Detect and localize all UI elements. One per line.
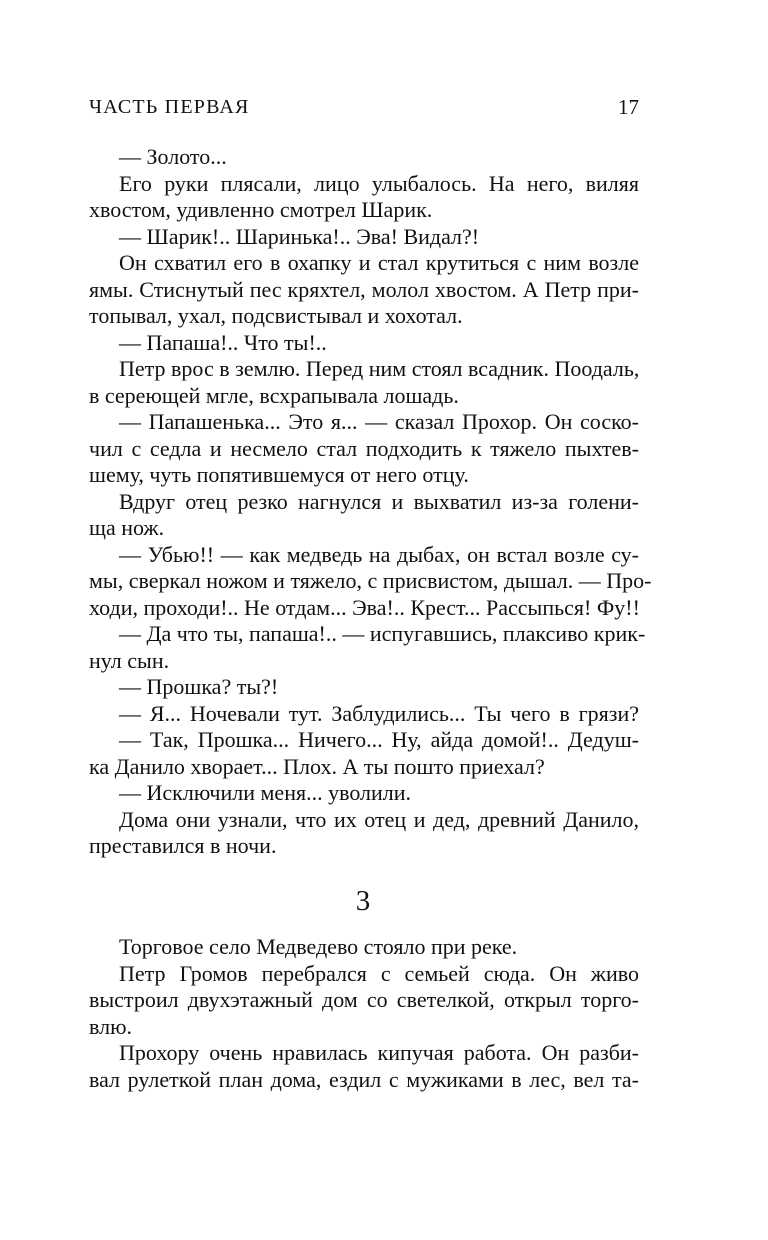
text-line: Прохору очень нравилась кипучая работа. Он разби-: [119, 1040, 639, 1065]
text-line: — Папаша!.. Что ты!..: [119, 330, 327, 355]
running-head: ЧАСТЬ ПЕРВАЯ: [89, 96, 250, 118]
text-line: Вдруг отец резко нагнулся и выхватил из-за голени-: [119, 489, 639, 514]
text-line: — Исключили меня... уволили.: [119, 780, 412, 805]
text-line: преставился в ночи.: [89, 833, 277, 858]
text-line: ща нож.: [89, 515, 165, 540]
text-line: — Так, Прошка... Ничего... Ну, айда домой!.. Дедуш-: [119, 727, 639, 752]
text-line: Петр врос в землю. Перед ним стоял всадник. Поодаль,: [119, 356, 640, 381]
text-line: мы, сверкал ножом и тяжело, с присвистом, дышал. — Про-: [89, 568, 652, 593]
text-line: чил с седла и несмело стал подходить к тяжело пыхтев-: [89, 436, 639, 461]
text-line: — Да что ты, папаша!.. — испугавшись, плаксиво крик-: [119, 621, 646, 646]
text-line: Торговое село Медведево стояло при реке.: [119, 934, 518, 959]
text-line: ка Данило хворает... Плох. А ты пошто приехал?: [89, 754, 545, 779]
text-line: Дома они узнали, что их отец и дед, древний Данило,: [119, 807, 639, 832]
text-line: — Шарик!.. Шаринька!.. Эва! Видал?!: [119, 224, 480, 249]
text-line: выстроил двухэтажный дом со светелкой, открыл торго-: [89, 987, 639, 1012]
text-line: Петр Громов перебрался с семьей сюда. Он живо: [119, 961, 639, 986]
text-line: — Прошка? ты?!: [119, 674, 279, 699]
text-line: ходи, проходи!.. Не отдам... Эва!.. Крест... Рассыпься! Фу!!: [89, 595, 640, 620]
text-line: — Папашенька... Это я... — сказал Прохор. Он соско-: [119, 409, 639, 434]
text-line: Его руки плясали, лицо улыбалось. На него, виляя: [119, 171, 639, 196]
chapter-number: 3: [355, 885, 371, 917]
text-line: вал рулеткой план дома, ездил с мужиками в лес, вел та-: [89, 1067, 639, 1092]
text-line: Он схватил его в охапку и стал крутиться с ним возле: [119, 250, 639, 275]
text-line: — Золото...: [119, 144, 227, 169]
text-line: нул сын.: [89, 648, 170, 673]
text-line: хвостом, удивленно смотрел Шарик.: [89, 197, 433, 222]
text-line: — Убью!! — как медведь на дыбах, он встал возле су-: [119, 542, 639, 567]
page-number: 17: [618, 95, 639, 119]
page-header: [89, 94, 639, 124]
text-line: ямы. Стиснутый пес кряхтел, молол хвостом. А Петр при-: [89, 277, 639, 302]
text-line: топывал, ухал, подсвистывал и хохотал.: [89, 303, 463, 328]
text-line: — Я... Ночевали тут. Заблудились... Ты чего в грязи?: [119, 701, 639, 726]
text-line: шему, чуть попятившемуся от него отцу.: [89, 462, 469, 487]
text-line: влю.: [89, 1014, 133, 1039]
text-line: в сереющей мгле, всхрапывала лошадь.: [89, 383, 459, 408]
